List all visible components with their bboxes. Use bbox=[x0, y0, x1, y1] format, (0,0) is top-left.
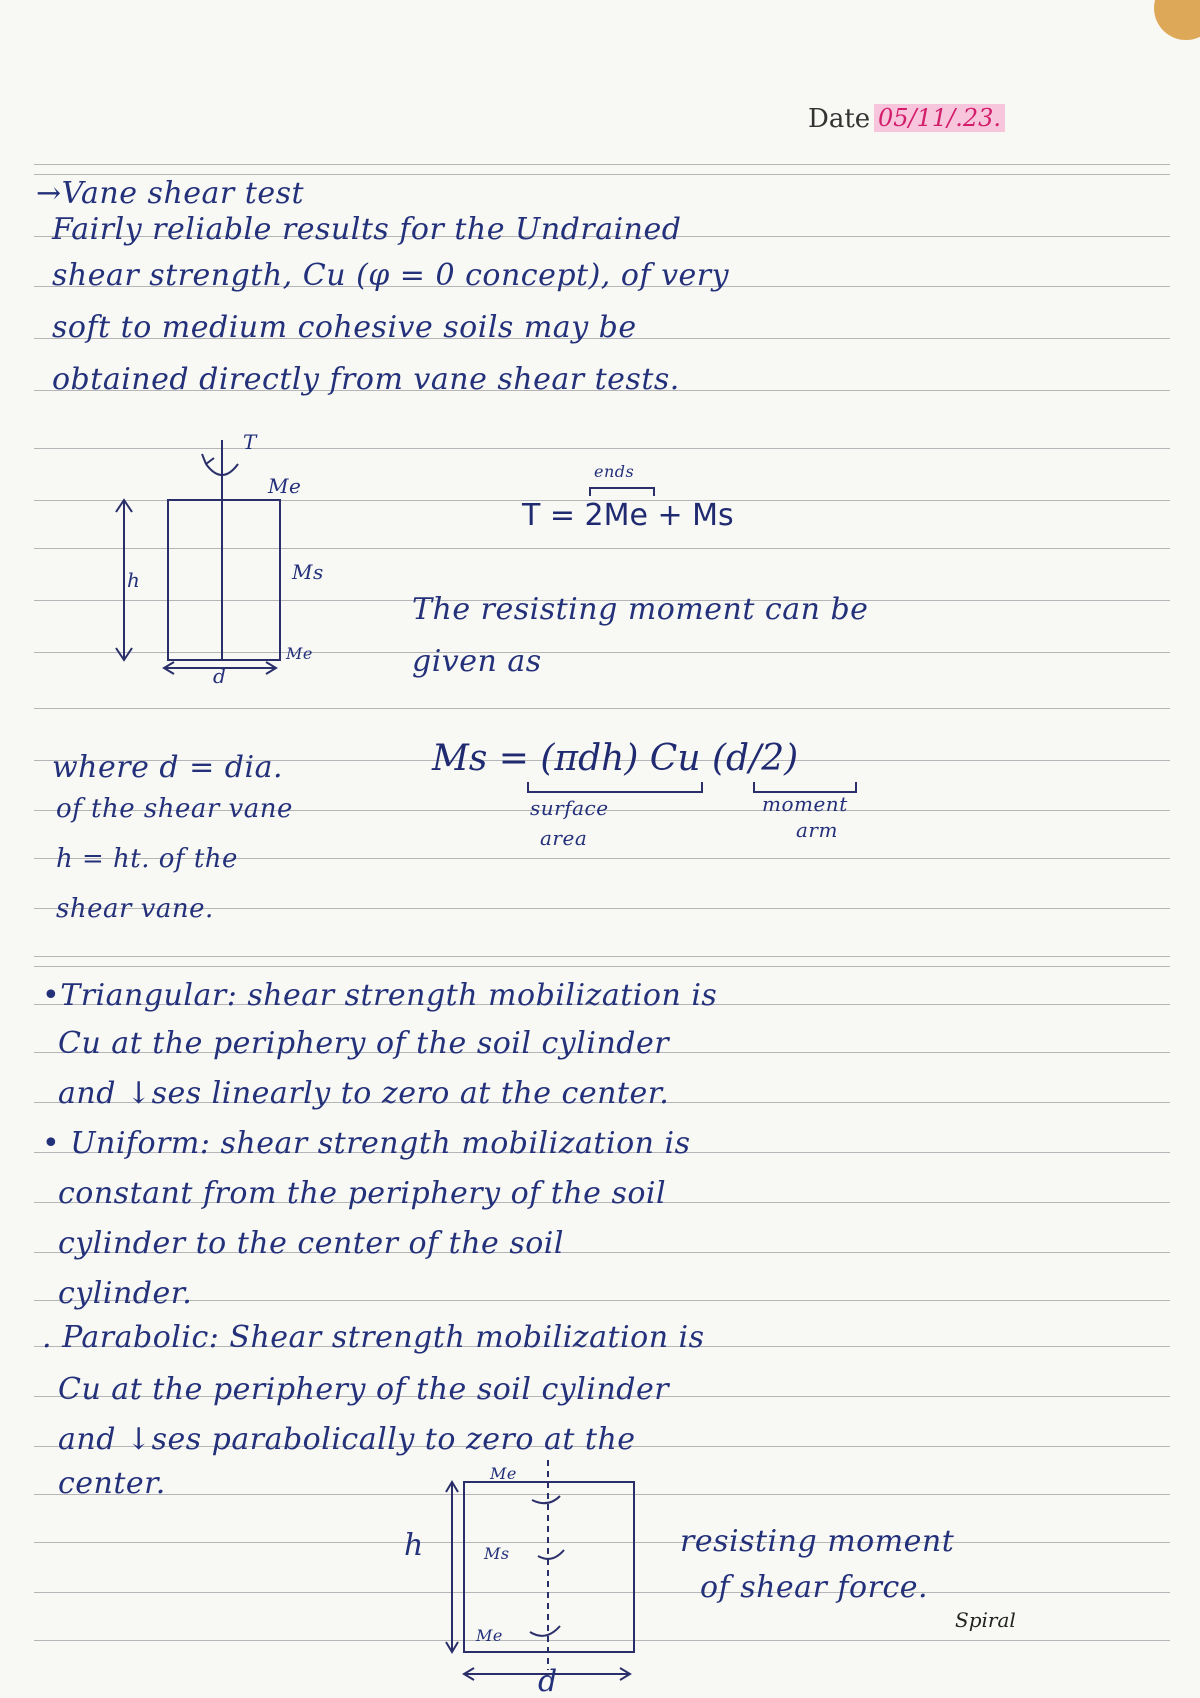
bullet-line-6: cylinder to the center of the soil bbox=[58, 1226, 564, 1261]
where-line-3: h = ht. of the bbox=[56, 844, 238, 874]
ruled-line bbox=[34, 966, 1170, 967]
where-line-1: where d = dia. bbox=[52, 750, 284, 785]
bullet-line-9: Cu at the periphery of the soil cylinder bbox=[58, 1372, 670, 1407]
torque-label: T bbox=[243, 430, 257, 454]
ruled-line bbox=[34, 1300, 1170, 1301]
ruled-line bbox=[34, 708, 1170, 709]
resisting-line-1: The resisting moment can be bbox=[412, 592, 869, 627]
moment-label: moment bbox=[762, 792, 848, 816]
height-label-2: h bbox=[404, 1528, 424, 1563]
top-moment-arrow-icon bbox=[532, 1496, 560, 1503]
surface-label: surface bbox=[530, 796, 609, 820]
bottom-moment-arrow-icon bbox=[530, 1626, 560, 1636]
mid-moment-arrow-icon bbox=[538, 1550, 564, 1559]
ends-bracket bbox=[588, 486, 658, 498]
arm-label: arm bbox=[796, 818, 838, 842]
resisting-line-2: given as bbox=[412, 644, 542, 679]
torque-arrow-head bbox=[202, 454, 214, 464]
diagram-caption-2: of shear force. bbox=[700, 1570, 929, 1605]
ends-label: ends bbox=[594, 462, 635, 481]
where-line-2: of the shear vane bbox=[56, 794, 293, 824]
intro-line-1: Fairly reliable results for the Undrained bbox=[52, 212, 682, 247]
bullet-line-4: • Uniform: shear strength mobilization is bbox=[42, 1126, 691, 1161]
bottom-moment-label-2: Me bbox=[476, 1626, 503, 1645]
where-line-4: shear vane. bbox=[56, 894, 214, 924]
bullet-line-8: . Parabolic: Shear strength mobilization is bbox=[42, 1320, 705, 1355]
bullet-line-2: Cu at the periphery of the soil cylinder bbox=[58, 1026, 670, 1061]
vane-outline bbox=[168, 500, 280, 660]
date-label: Date bbox=[808, 104, 871, 134]
mid-moment-label: Ms bbox=[484, 1544, 510, 1563]
diagram-caption-1: resisting moment bbox=[680, 1524, 955, 1559]
page-corner-tab bbox=[1154, 0, 1200, 40]
ruled-line bbox=[34, 956, 1170, 957]
vane-diagram bbox=[100, 420, 340, 680]
bullet-line-1: •Triangular: shear strength mobilization is bbox=[42, 978, 718, 1013]
spiral-brand: Spiral bbox=[955, 1608, 1016, 1632]
intro-line-2: shear strength, Cu (φ = 0 concept), of very bbox=[52, 258, 730, 293]
bullet-line-7: cylinder. bbox=[58, 1276, 193, 1311]
intro-line-4: obtained directly from vane shear tests. bbox=[52, 362, 680, 397]
torque-equation: T = 2Me + Ms bbox=[522, 498, 734, 533]
diameter-label-2: d bbox=[538, 1664, 558, 1698]
top-moment-label: Me bbox=[490, 1464, 517, 1483]
side-moment-label: Ms bbox=[292, 560, 324, 584]
section-title: →Vane shear test bbox=[36, 176, 305, 211]
intro-line-3: soft to medium cohesive soils may be bbox=[52, 310, 637, 345]
ruled-line bbox=[34, 174, 1170, 175]
bullet-line-10: and ↓ses parabolically to zero at the bbox=[58, 1422, 636, 1457]
diameter-label: d bbox=[213, 664, 227, 688]
bullet-line-11: center. bbox=[58, 1466, 166, 1501]
ruled-line bbox=[34, 164, 1170, 165]
date-value: 05/11/.23. bbox=[874, 104, 1005, 132]
parabolic-diagram bbox=[430, 1460, 650, 1690]
end-moment-label: Me bbox=[268, 474, 302, 498]
bottom-moment-label: Me bbox=[286, 644, 313, 663]
height-label: h bbox=[127, 568, 141, 592]
area-label: area bbox=[540, 826, 588, 850]
bullet-line-3: and ↓ses linearly to zero at the center. bbox=[58, 1076, 670, 1111]
moment-equation: Ms = (πdh) Cu (d/2) bbox=[432, 738, 799, 779]
bullet-line-5: constant from the periphery of the soil bbox=[58, 1176, 667, 1211]
